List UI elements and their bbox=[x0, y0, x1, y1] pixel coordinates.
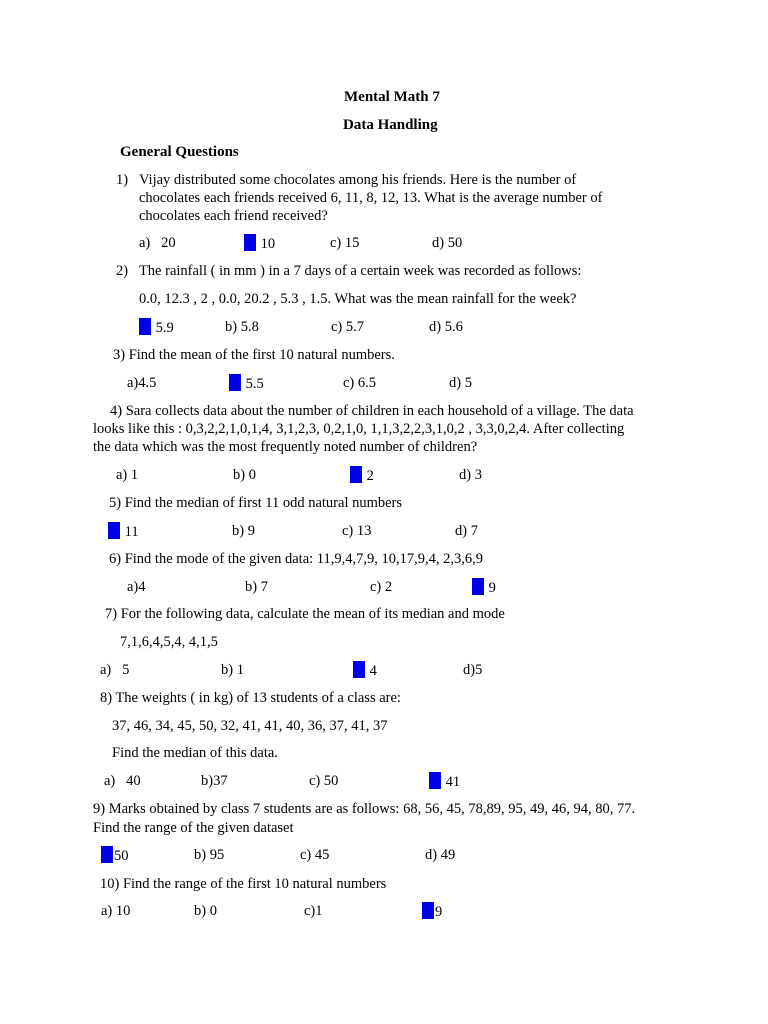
q1-option-b-text: 10 bbox=[260, 236, 276, 252]
question-4-line-2: looks like this : 0,3,2,2,1,0,1,4, 3,1,2,3, 0,2,1,0, 1,1,3,2,2,3,1,0,2 , 3,3,0,2,4. After collecting bbox=[93, 421, 625, 437]
question-3-line-1: 3) Find the mean of the first 10 natural numbers. bbox=[113, 347, 395, 363]
q8-option-b: b)37 bbox=[201, 773, 228, 789]
q6-option-a: a)4 bbox=[127, 579, 146, 595]
question-8-line-2: 37, 46, 34, 45, 50, 32, 41, 41, 40, 36, 37, 41, 37 bbox=[112, 718, 388, 734]
q6-option-b: b) 7 bbox=[245, 579, 268, 595]
q9-option-b: b) 95 bbox=[194, 847, 225, 863]
q2-option-c: c) 5.7 bbox=[331, 319, 365, 335]
answer-highlight bbox=[244, 234, 256, 251]
q2-option-a bbox=[139, 318, 174, 337]
q3-option-a: a)4.5 bbox=[127, 375, 157, 391]
q5-option-b: b) 9 bbox=[232, 523, 255, 539]
q1-option-d: d) 50 bbox=[432, 235, 463, 251]
answer-highlight bbox=[429, 772, 441, 789]
q10-option-d-text: 9 bbox=[435, 904, 443, 920]
question-2-line-2: 0.0, 12.3 , 2 , 0.0, 20.2 , 5.3 , 1.5. What was the mean rainfall for the week? bbox=[139, 291, 577, 307]
question-8-line-3: Find the median of this data. bbox=[112, 745, 278, 761]
question-4-line-3: the data which was the most frequently noted number of children? bbox=[93, 439, 478, 455]
answer-highlight bbox=[101, 846, 113, 863]
question-7-line-2: 7,1,6,4,5,4, 4,1,5 bbox=[120, 634, 218, 650]
q2-option-b: b) 5.8 bbox=[225, 319, 259, 335]
q7-option-b: b) 1 bbox=[221, 662, 244, 678]
question-9-line-1: 9) Marks obtained by class 7 students are as follows: 68, 56, 45, 78,89, 95, 49, 46, 94, 80, 77. bbox=[93, 801, 636, 817]
q4-option-a: a) 1 bbox=[116, 467, 139, 483]
q10-option-c: c)1 bbox=[304, 903, 323, 919]
answer-highlight bbox=[229, 374, 241, 391]
doc-title: Mental Math 7 bbox=[344, 89, 440, 105]
q3-option-c: c) 6.5 bbox=[343, 375, 377, 391]
q9-option-a bbox=[101, 846, 129, 865]
q10-option-a: a) 10 bbox=[101, 903, 131, 919]
q5-option-a bbox=[108, 522, 139, 541]
answer-highlight bbox=[353, 661, 365, 678]
question-7-line-1: 7) For the following data, calculate the mean of its median and mode bbox=[105, 606, 505, 622]
q8-option-d-text: 41 bbox=[445, 774, 461, 790]
answer-highlight bbox=[139, 318, 151, 335]
q7-option-a: a) 5 bbox=[100, 662, 130, 678]
question-1-line-3: chocolates each friend received? bbox=[139, 208, 328, 224]
q6-option-c: c) 2 bbox=[370, 579, 393, 595]
answer-highlight bbox=[472, 578, 484, 595]
question-2-line-1: 2) The rainfall ( in mm ) in a 7 days of a certain week was recorded as follows: bbox=[116, 263, 582, 279]
question-4-line-1: 4) Sara collects data about the number of children in each household of a village. The data bbox=[110, 403, 634, 419]
q4-option-c bbox=[350, 466, 374, 485]
q8-option-a: a) 40 bbox=[104, 773, 141, 789]
question-5-line-1: 5) Find the median of first 11 odd natural numbers bbox=[109, 495, 403, 511]
answer-highlight bbox=[350, 466, 362, 483]
question-1-line-1: 1) Vijay distributed some chocolates among his friends. Here is the number of bbox=[116, 172, 577, 188]
question-1-line-2: chocolates each friends received 6, 11, 8, 12, 13. What is the average number of bbox=[139, 190, 603, 206]
q1-option-a: a) 20 bbox=[139, 235, 176, 251]
q10-option-d bbox=[422, 902, 442, 921]
q5-option-d: d) 7 bbox=[455, 523, 478, 539]
q2-option-d: d) 5.6 bbox=[429, 319, 463, 335]
q6-option-d bbox=[472, 578, 496, 597]
q7-option-d: d)5 bbox=[463, 662, 483, 678]
q9-option-c: c) 45 bbox=[300, 847, 330, 863]
q9-option-a-text: 50 bbox=[114, 848, 129, 864]
question-8-line-1: 8) The weights ( in kg) of 13 students of a class are: bbox=[100, 690, 401, 706]
q7-option-c-text: 4 bbox=[369, 663, 377, 679]
q8-option-c: c) 50 bbox=[309, 773, 339, 789]
q3-option-b-text: 5.5 bbox=[245, 376, 264, 392]
q1-option-c: c) 15 bbox=[330, 235, 360, 251]
answer-highlight bbox=[108, 522, 120, 539]
question-10-line-1: 10) Find the range of the first 10 natural numbers bbox=[100, 876, 387, 892]
q4-option-c-text: 2 bbox=[366, 468, 374, 484]
q3-option-b bbox=[229, 374, 264, 393]
q6-option-d-text: 9 bbox=[488, 580, 496, 596]
q1-option-b bbox=[244, 234, 275, 253]
section-heading: General Questions bbox=[120, 144, 239, 160]
q10-option-b: b) 0 bbox=[194, 903, 217, 919]
q7-option-c bbox=[353, 661, 377, 680]
question-9-line-2: Find the range of the given dataset bbox=[93, 820, 294, 836]
question-6-line-1: 6) Find the mode of the given data: 11,9,4,7,9, 10,17,9,4, 2,3,6,9 bbox=[109, 551, 483, 567]
q8-option-d bbox=[429, 772, 460, 791]
q4-option-b: b) 0 bbox=[233, 467, 256, 483]
q2-option-a-text: 5.9 bbox=[155, 320, 174, 336]
answer-highlight bbox=[422, 902, 434, 919]
q3-option-d: d) 5 bbox=[449, 375, 472, 391]
doc-subtitle: Data Handling bbox=[343, 117, 438, 133]
q5-option-c: c) 13 bbox=[342, 523, 372, 539]
q9-option-d: d) 49 bbox=[425, 847, 456, 863]
q5-option-a-text: 11 bbox=[124, 524, 139, 540]
q4-option-d: d) 3 bbox=[459, 467, 482, 483]
